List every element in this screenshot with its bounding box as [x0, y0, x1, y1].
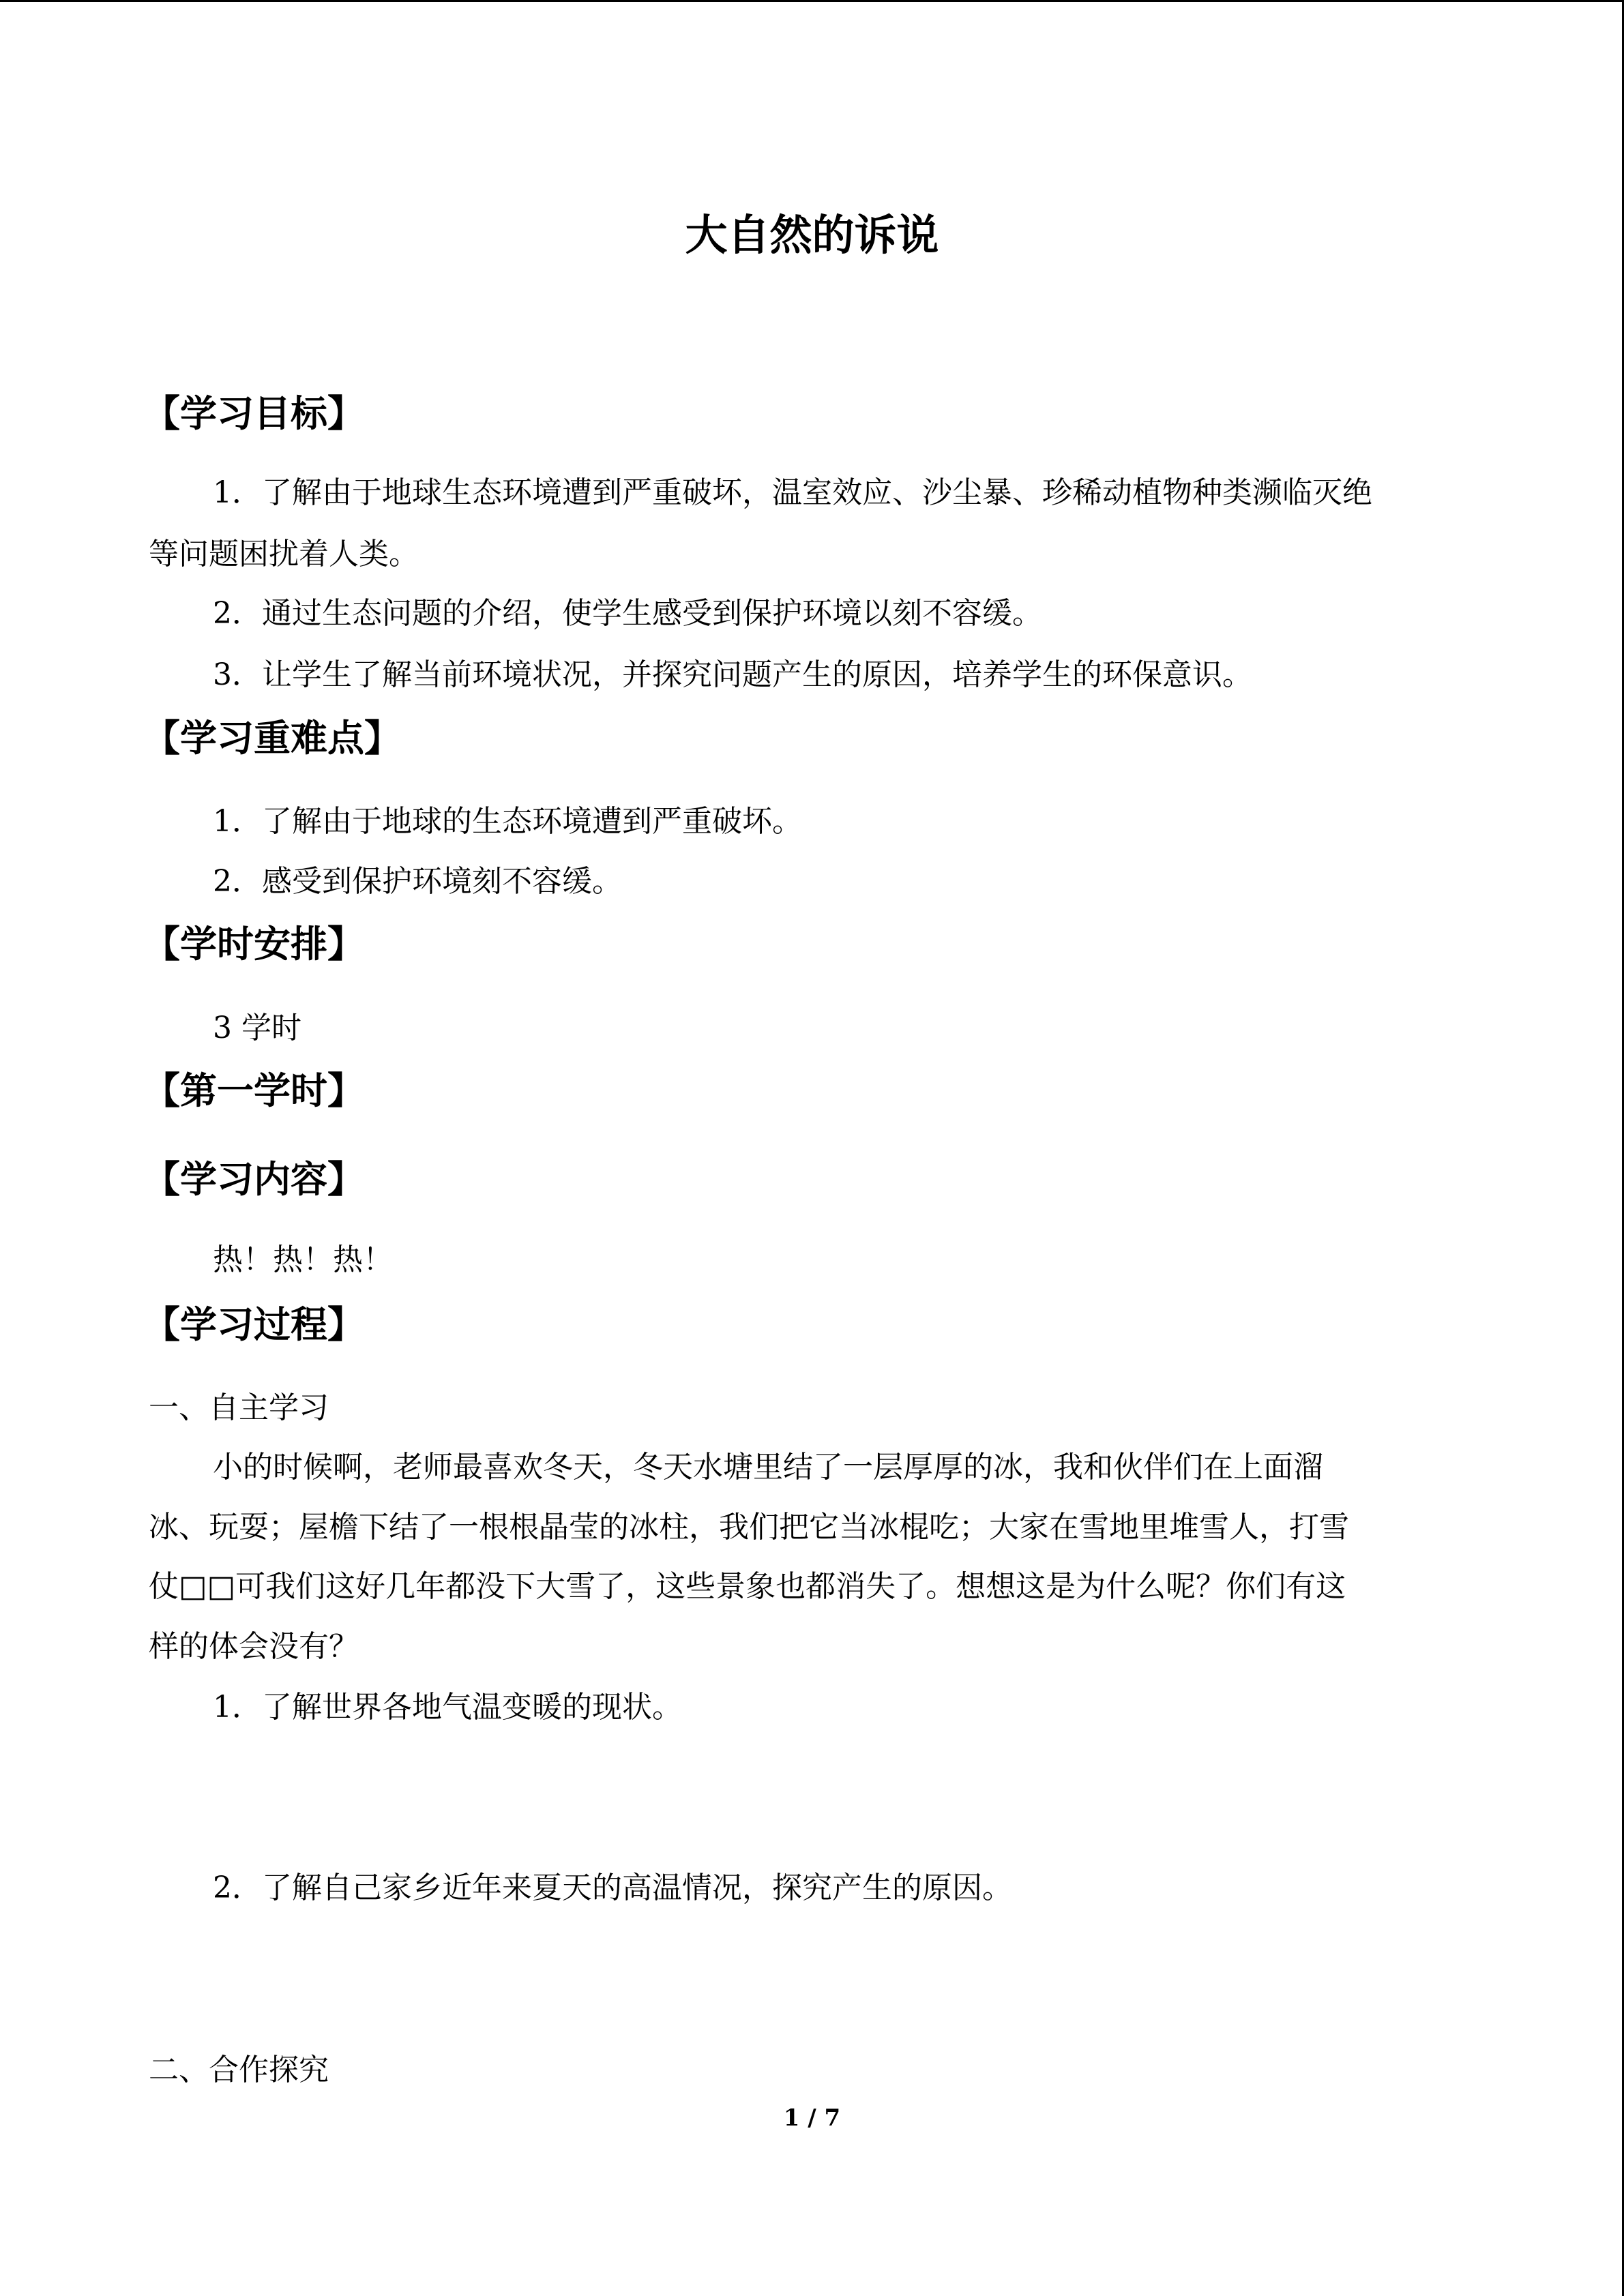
- paragraph-line-3: 仗□□可我们这好几年都没下大雪了，这些景象也都消失了。想想这是为什么呢？你们有这: [149, 1569, 1346, 1604]
- key-point-1: 1．了解由于地球的生态环境遭到严重破坏。: [213, 804, 802, 839]
- part1-title: 一、自主学习: [149, 1390, 329, 1425]
- key-point-2: 2．感受到保护环境刻不容缓。: [213, 864, 622, 899]
- heading-key-points: 【学习重难点】: [143, 717, 401, 760]
- page-border-top: [0, 0, 1624, 2]
- heading-schedule: 【学时安排】: [143, 923, 364, 966]
- heading-content: 【学习内容】: [143, 1158, 364, 1201]
- objective-1-line-1: 1．了解由于地球生态环境遭到严重破坏，温室效应、沙尘暴、珍稀动植物种类濒临灭绝: [213, 475, 1372, 510]
- page-number: 1 / 7: [783, 2104, 841, 2132]
- paragraph-line-1: 小的时候啊，老师最喜欢冬天，冬天水塘里结了一层厚厚的冰，我和伙伴们在上面溜: [213, 1450, 1323, 1485]
- content-text: 热！热！热！: [213, 1242, 393, 1277]
- task-1: 1．了解世界各地气温变暖的现状。: [213, 1690, 682, 1725]
- objective-1-line-2: 等问题困扰着人类。: [149, 537, 419, 571]
- document-title: 大自然的诉说: [685, 210, 939, 260]
- paragraph-line-4: 样的体会没有？: [149, 1629, 359, 1664]
- paragraph-line-2: 冰、玩耍；屋檐下结了一根根晶莹的冰柱，我们把它当冰棍吃；大家在雪地里堆雪人，打雪: [149, 1510, 1349, 1545]
- part2-title: 二、合作探究: [149, 2053, 329, 2087]
- heading-objectives: 【学习目标】: [143, 392, 364, 435]
- heading-first-period: 【第一学时】: [143, 1069, 364, 1112]
- task-2: 2．了解自己家乡近年来夏天的高温情况，探究产生的原因。: [213, 1870, 1012, 1905]
- objective-3: 3．让学生了解当前环境状况，并探究问题产生的原因，培养学生的环保意识。: [213, 657, 1252, 692]
- schedule-text: 3 学时: [213, 1011, 301, 1045]
- heading-process: 【学习过程】: [143, 1303, 364, 1346]
- objective-2: 2．通过生态问题的介绍，使学生感受到保护环境以刻不容缓。: [213, 596, 1042, 631]
